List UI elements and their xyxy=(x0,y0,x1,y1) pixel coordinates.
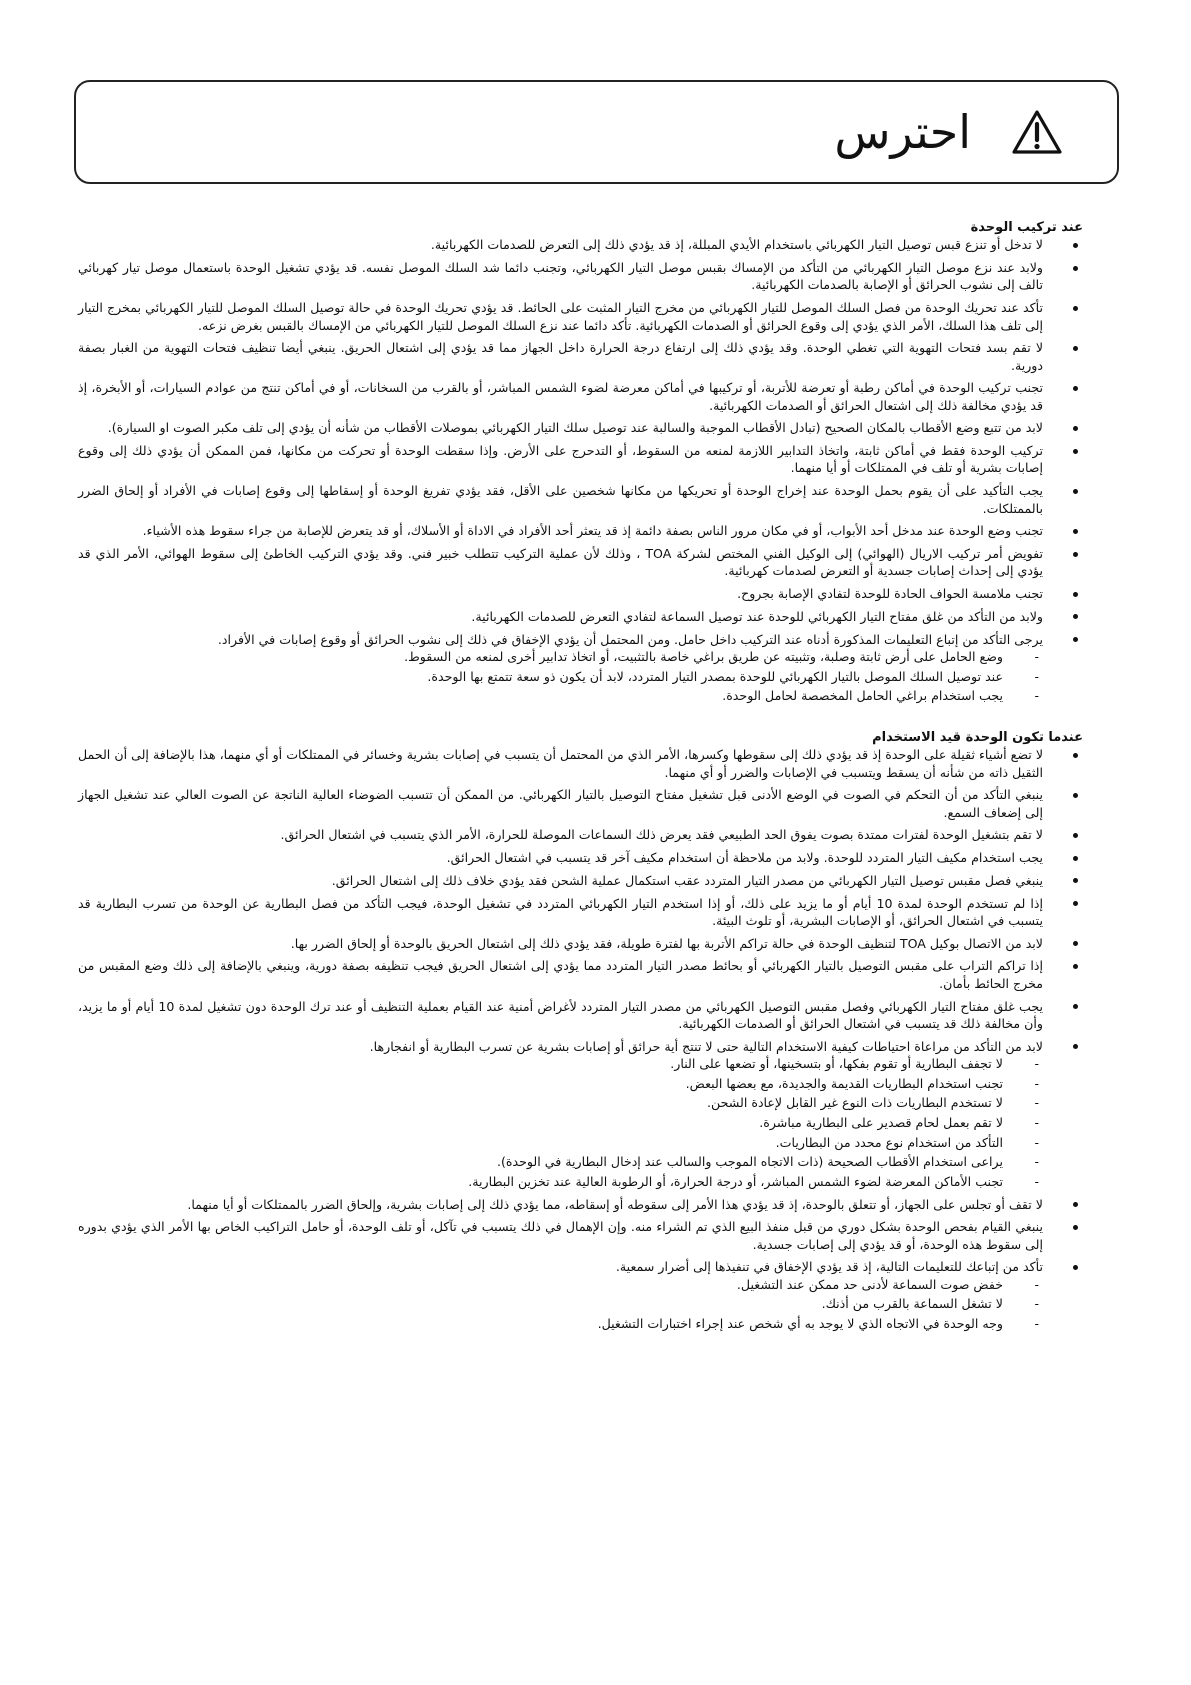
dash-item: - تجنب الأماكن المعرضة لضوء الشمس المباشر، أو درجة الحرارة، أو الرطوبة العالية عند تخزين البطارية. xyxy=(78,1173,1043,1190)
warning-triangle-icon xyxy=(1011,109,1063,155)
bullet-item xyxy=(78,872,1083,889)
bullet-item xyxy=(78,631,1083,705)
dash-item: - لا تستخدم البطاريات ذات النوع غير القابل لإعادة الشحن. xyxy=(78,1094,1043,1111)
bullet-text: لا تقم بسد فتحات التهوية التي تغطي الوحدة. وقد يؤدي ذلك إلى ارتفاع درجة الحرارة داخل الجهاز مما قد يؤدي إلى اشتعال الحريق. ينبغي أيضا تنظيف فتحات التهوية من الغبار بصفة دورية. xyxy=(78,340,1043,373)
bullet-item xyxy=(78,957,1083,992)
bullet-item xyxy=(78,419,1083,436)
caution-title: احترس xyxy=(834,105,971,159)
bullet-item xyxy=(78,379,1083,414)
bullet-item xyxy=(78,1258,1083,1332)
bullet-item xyxy=(78,1196,1083,1213)
bullet-item xyxy=(78,849,1083,866)
section-installation xyxy=(78,219,1083,705)
bullet-text: ينبغي فصل مقبس توصيل التيار الكهربائي من مصدر التيار المتردد عقب استكمال عملية الشحن فقد يؤدي خلاف ذلك إلى اشتعال الحرائق. xyxy=(331,872,1043,888)
bullet-text: يجب غلق مفتاح التيار الكهربائي وفصل مقبس التوصيل الكهربائي من مصدر التيار المتردد لأغراض أمنية عند القيام بعملية التنظيف أو عند ترك الوحدة دون تشغيل لمدة 10 أيام أو ما يزيد، وأن مخالفة ذلك قد يتسبب في اشتعال الحرائق أو الصدمات الكهربائية. xyxy=(78,998,1043,1031)
bullet-text: تأكد عند تحريك الوحدة من فصل السلك الموصل للتيار الكهربائي من مخرج التيار المثبت على الحائط. قد يؤدي تحريك الوحدة في حالة توصيل السلك الموصل للتيار الكهربائي بمخرج التيار إلى تلف هذا السلك، الأمر الذي يؤدي إلى وقوع الحرائق أو الصدمات الكهربائية. تأكد دائما عند نزع السلك الموصل للتيار الكهربائي من الإمساك بالقبس بغرض نزعه. xyxy=(78,300,1043,333)
bullet-text: لا تضع أشياء ثقيلة على الوحدة إذ قد يؤدي ذلك إلى سقوطها وكسرها، الأمر الذي من المحتمل أن يتسبب في إصابات بشرية وخسائر في الممتلكات أو أي منهما، هذا بالإضافة إلى أن الحمل الثقيل ذاته من شأنه أن يسقط ويتسبب في الإصابات والضرر أو أي منهما. xyxy=(78,747,1043,780)
manual-page xyxy=(78,0,1083,1685)
bullet-text: ينبغي القيام بفحص الوحدة بشكل دوري من قبل منفذ البيع الذي تم الشراء منه. وإن الإهمال في ذلك يتسبب في تآكل، أو تلف الوحدة، أو حامل التراكيب الخاص بها الأمر الذي يؤدي بدوره إلى سقوط هذه الوحدة، أو قد يؤدي إلى إصابات جسدية. xyxy=(78,1219,1043,1252)
bullet-text: إذا لم تستخدم الوحدة لمدة 10 أيام أو ما يزيد على ذلك، أو إذا استخدم التيار الكهربائي المتردد في تشغيل الوحدة، فيجب التأكد من فصل البطارية عن الوحدة من تسرب البطارية قد يتسبب في اشتعال الحرائق، أو الإصابات البشرية، أو تلوث البيئة. xyxy=(78,895,1043,928)
bullet-item xyxy=(78,746,1083,781)
bullet-item xyxy=(78,935,1083,952)
caution-heading xyxy=(834,102,1063,162)
dash-item: - تجنب استخدام البطاريات القديمة والجديدة، مع بعضها البعض. xyxy=(78,1075,1043,1092)
bullet-text: تأكد من إتباعك للتعليمات التالية، إذ قد يؤدي الإخفاق في تنفيذها إلى أضرار سمعية. xyxy=(615,1259,1043,1275)
bullet-text: لا تقم بتشغيل الوحدة لفترات ممتدة بصوت يفوق الحد الطبيعي فقد يعرض ذلك السماعات الموصلة للحرارة، الأمر الذي يتسبب في اشتعال الحرائق. xyxy=(280,827,1043,843)
dash-item: - خفض صوت السماعة لأدنى حد ممكن عند التشغيل. xyxy=(78,1276,1043,1293)
bullet-text: لا تدخل أو تنزع قبس توصيل التيار الكهربائي باستخدام الأيدي المبللة، إذ قد يؤدي ذلك إلى التعرض للصدمات الكهربائية. xyxy=(430,237,1043,253)
bullet-item xyxy=(78,786,1083,821)
bullet-text: يرجى التأكد من إتباع التعليمات المذكورة أدناه عند التركيب داخل حامل. ومن المحتمل أن يؤدي الإخفاق في ذلك إلى نشوب الحرائق أو وقوع إصابات في الأفراد. xyxy=(217,631,1043,647)
bullet-text: ولابد من التأكد من غلق مفتاح التيار الكهربائي للوحدة عند توصيل السماعة لتفادي التعرض للصدمات الكهربائية. xyxy=(471,608,1043,624)
dash-item: - التأكد من استخدام نوع محدد من البطاريات. xyxy=(78,1134,1043,1151)
bullet-text: تفويض أمر تركيب الاريال (الهوائي) إلى الوكيل الفني المختص لشركة TOA ، وذلك لأن عملية التركيب تتطلب خبير فني. وقد يؤدي التركيب الخاطئ إلى سقوط الهوائي، الأمر الذي قد يؤدي إلى إحداث إصابات جسدية أو التعرض لصدمات كهربائية. xyxy=(78,546,1043,579)
bullet-item xyxy=(78,442,1083,477)
bullet-text: يجب التأكيد على أن يقوم بحمل الوحدة عند إخراج الوحدة أو تحريكها من مكانها شخصين على الأقل، فقد يؤدي تفريغ الوحدة أو إسقاطها إلى وقوع إصابات في الأفراد أو إلحاق الضرر بالممتلكات. xyxy=(78,483,1043,516)
dash-item: - وضع الحامل على أرض ثابتة وصلبة، وتثبيته عن طريق براغي خاصة بالتثبيت، أو اتخاذ تدابير أخرى لمنعه من السقوط. xyxy=(78,648,1043,665)
bullet-item xyxy=(78,1038,1083,1191)
bullet-item xyxy=(78,339,1083,374)
bullet-text: لابد من التأكد من مراعاة احتياطات كيفية الاستخدام التالية حتى لا تنتج أية حرائق أو إصابات بشرية عن تسرب البطارية أو انفجارها. xyxy=(369,1038,1043,1054)
dash-item: - وجه الوحدة في الاتجاه الذي لا يوجد به أي شخص عند إجراء اختبارات التشغيل. xyxy=(78,1315,1043,1332)
dash-item: - لا تجفف البطارية أو تقوم بفكها، أو بتسخينها، أو تضعها على النار. xyxy=(78,1055,1043,1072)
dash-list xyxy=(78,1055,1043,1190)
bullet-text: لابد من الاتصال بوكيل TOA لتنظيف الوحدة في حالة تراكم الأتربة بها لفترة طويلة، فقد يؤدي ذلك إلى اشتعال الحريق بالوحدة أو إلحاق الضرر بها. xyxy=(290,935,1043,951)
bullet-text: يجب استخدام مكيف التيار المتردد للوحدة. ولابد من ملاحظة أن استخدام مكيف آخر قد يتسبب في اشتعال الحرائق. xyxy=(446,850,1043,866)
bullet-item xyxy=(78,522,1083,539)
bullet-item xyxy=(78,585,1083,602)
bullet-item xyxy=(78,545,1083,580)
bullet-list xyxy=(78,236,1083,704)
dash-list xyxy=(78,1276,1043,1333)
bullet-text: إذا تراكم التراب على مقبس التوصيل بالتيار الكهربائي أو بحائط مصدر التيار المتردد مما يؤدي إلى اشتعال الحريق فيجب تنظيفه بصفة دورية، وينبغي بالإضافة إلى ذلك وضع المقبس من مخرج الحائط بأمان. xyxy=(78,958,1043,991)
dash-item: - عند توصيل السلك الموصل بالتيار الكهربائي للوحدة بمصدر التيار المتردد، لابد أن يكون ذو سعة تتمتع بها الوحدة. xyxy=(78,668,1043,685)
dash-item: - يراعى استخدام الأقطاب الصحيحة (ذات الاتجاه الموجب والسالب عند إدخال البطارية في الوحدة). xyxy=(78,1153,1043,1170)
section-heading: عندما تكون الوحدة قيد الاستخدام xyxy=(872,729,1083,745)
dash-item: - لا تقم بعمل لحام قصدير على البطارية مباشرة. xyxy=(78,1114,1043,1131)
dash-item: - يجب استخدام براغي الحامل المخصصة لحامل الوحدة. xyxy=(78,687,1043,704)
bullet-item xyxy=(78,236,1083,253)
bullet-item xyxy=(78,895,1083,930)
caution-banner xyxy=(74,80,1119,184)
bullet-text: ينبغي التأكد من أن التحكم في الصوت في الوضع الأدنى قبل تشغيل مفتاح التوصيل بالتيار الكهربائي. من الممكن أن تتسبب الضوضاء العالية الناتجة عن الصوت العالي عند تشغيل الجهاز إلى إضعاف السمع. xyxy=(78,787,1043,820)
bullet-text: تجنب وضع الوحدة عند مدخل أحد الأبواب، أو في مكان مرور الناس بصفة دائمة إذ قد يتعثر أحد الأفراد في الاداة أو الأسلاك، أو قد يتعرض للإصابة من جراء سقوط هذه الأشياء. xyxy=(142,523,1043,539)
bullet-item xyxy=(78,998,1083,1033)
bullet-text: لابد من تتبع وضع الأقطاب بالمكان الصحيح (تبادل الأقطاب الموجبة والسالبة عند توصيل سلك التيار الكهربائي بموصلات الأقطاب من شأنه أن يؤدي إلى تلف مكبر الصوت او السيارة). xyxy=(107,420,1043,436)
bullet-item xyxy=(78,482,1083,517)
bullet-item xyxy=(78,826,1083,843)
bullet-item xyxy=(78,1218,1083,1253)
bullet-item xyxy=(78,259,1083,294)
section-gap xyxy=(78,710,1083,729)
bullet-item xyxy=(78,608,1083,625)
dash-item: - لا تشغل السماعة بالقرب من أذنك. xyxy=(78,1295,1043,1312)
bullet-list xyxy=(78,746,1083,1332)
bullet-text: ولابد عند نزع موصل التيار الكهربائي من التأكد من الإمساك بقبس موصل التيار الكهربائي، وتجنب دائما شد السلك الموصل نفسه. قد يؤدي تشغيل الوحدة باستعمال موصل تيار كهربائي تالف إلى نشوب الحرائق أو الإصابة بالصدمات الكهربائية. xyxy=(78,260,1043,293)
bullet-item xyxy=(78,299,1083,334)
bullet-text: تجنب تركيب الوحدة في أماكن رطبة أو تعرضة للأتربة، أو تركيبها في أماكن معرضة لضوء الشمس المباشر، أو بالقرب من السخانات، أو في أماكن تنتج من عوادم السيارات، أو الأبخرة، إذ قد يؤدي مخالفة ذلك إلى اشتعال الحرائق أو الصدمات الكهربائية. xyxy=(78,380,1043,413)
dash-list xyxy=(78,648,1043,705)
section-heading: عند تركيب الوحدة xyxy=(970,220,1083,235)
bullet-text: تركيب الوحدة فقط في أماكن ثابتة، واتخاذ التدابير اللازمة لمنعه من السقوط، أو التدحرج على الأرض. وإذا سقطت الوحدة أو تحركت من مكانها، فمن الممكن أن يؤدي ذلك إلى وقوع إصابات بشرية أو تلف في الممتلكات أو أيا منهما. xyxy=(78,443,1043,476)
bullet-text: لا تقف أو تجلس على الجهاز، أو تتعلق بالوحدة، إذ قد يؤدي هذا الأمر إلى سقوطه أو إسقاطه، مما يؤدي ذلك إلى إصابات بشرية، وإلحاق الضرر بالممتلكات أو أيا منهما. xyxy=(187,1196,1043,1212)
caution-content xyxy=(78,219,1083,1338)
section-usage xyxy=(78,729,1083,1332)
bullet-text: تجنب ملامسة الحواف الحادة للوحدة لتفادي الإصابة بجروح. xyxy=(737,586,1043,602)
